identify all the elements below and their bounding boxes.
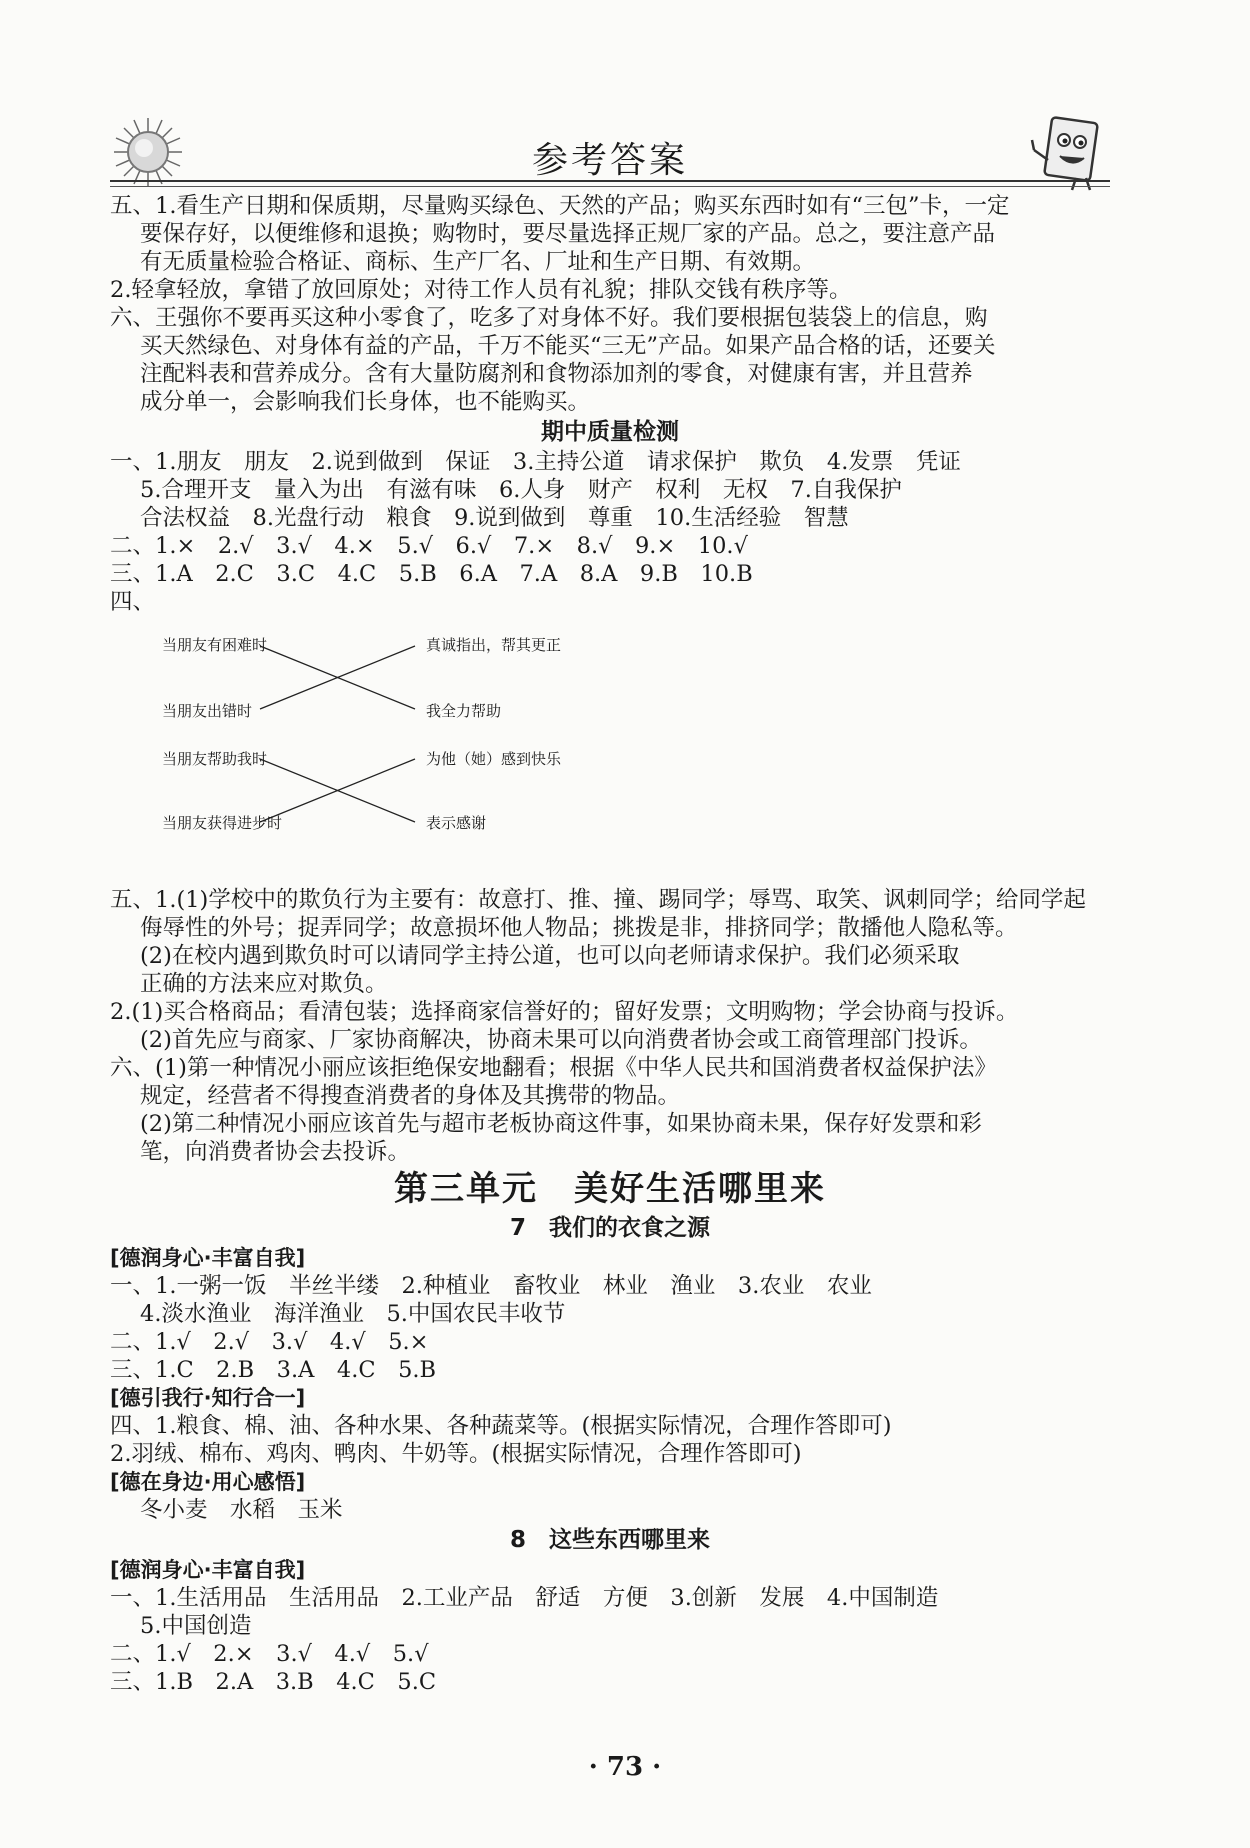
match-right-label: 我全力帮助 [426, 702, 502, 720]
text-line: (2)第二种情况小丽应该首先与超市老板协商这件事，如果协商未果，保存好发票和彩 [140, 1111, 982, 1137]
match-left-label: 当朋友帮助我时 [162, 750, 268, 768]
text-line: 四、1.粮食、棉、油、各种水果、各种蔬菜等。(根据实际情况，合理作答即可) [110, 1413, 892, 1439]
lesson-title: 8 这些东西哪里来 [509, 1527, 710, 1553]
text-line: 四、 [110, 589, 156, 615]
section-bracket-heading: [德润身心·丰富自我] [110, 1246, 306, 1270]
text-line: 正确的方法来应对欺负。 [140, 971, 388, 997]
text-line: 二、1.√ 2.√ 3.√ 4.√ 5.× [110, 1329, 429, 1355]
section-bracket-heading: [德在身边·用心感悟] [110, 1470, 306, 1494]
text-line: 合法权益 8.光盘行动 粮食 9.说到做到 尊重 10.生活经验 智慧 [140, 505, 849, 531]
text-line: 三、1.C 2.B 3.A 4.C 5.B [110, 1357, 437, 1383]
match-left-label: 当朋友获得进步时 [162, 814, 283, 832]
match-right-label: 为他（她）感到快乐 [426, 750, 562, 768]
midterm-title: 期中质量检测 [541, 419, 679, 445]
text-line: 有无质量检验合格证、商标、生产厂名、厂址和生产日期、有效期。 [140, 249, 816, 275]
text-line: 注配料表和营养成分。含有大量防腐剂和食物添加剂的零食，对健康有害，并且营养 [140, 361, 973, 387]
text-line: 成分单一，会影响我们长身体，也不能购买。 [140, 389, 591, 415]
page-number: · 73 · [588, 1752, 662, 1782]
match-left-label: 当朋友有困难时 [162, 636, 268, 654]
block-5-6 [110, 192, 1110, 416]
text-line: 要保存好，以便维修和退换；购物时，要尽量选择正规厂家的产品。总之，要注意产品 [140, 221, 996, 247]
text-line: 冬小麦 水稻 玉米 [140, 1497, 343, 1523]
match-left-label: 当朋友出错时 [162, 702, 253, 720]
text-line: 一、1.生活用品 生活用品 2.工业产品 舒适 方便 3.创新 发展 4.中国制造 [110, 1585, 939, 1611]
text-line: 买天然绿色、对身体有益的产品，千万不能买“三无”产品。如果产品合格的话，还要关 [140, 333, 996, 359]
text-line: 5.中国创造 [140, 1613, 252, 1639]
section-bracket-heading: [德润身心·丰富自我] [110, 1558, 306, 1582]
text-line: 二、1.√ 2.× 3.√ 4.√ 5.√ [110, 1641, 429, 1667]
text-line: (2)首先应与商家、厂家协商解决，协商未果可以向消费者协会或工商管理部门投诉。 [140, 1027, 982, 1053]
match-right-label: 表示感谢 [426, 814, 487, 832]
text-line: 笔，向消费者协会去投诉。 [140, 1139, 411, 1165]
text-line: (2)在校内遇到欺负时可以请同学主持公道，也可以向老师请求保护。我们必须采取 [140, 943, 960, 969]
text-line: 二、1.× 2.√ 3.√ 4.× 5.√ 6.√ 7.× 8.√ 9.× 10.√ [110, 533, 748, 559]
text-line: 2.羽绒、棉布、鸡肉、鸭肉、牛奶等。(根据实际情况，合理作答即可) [110, 1441, 802, 1467]
text-line: 一、1.朋友 朋友 2.说到做到 保证 3.主持公道 请求保护 欺负 4.发票 凭证 [110, 449, 961, 475]
text-line: 侮辱性的外号；捉弄同学；故意损坏他人物品；挑拨是非，排挤同学；散播他人隐私等。 [140, 915, 1018, 941]
text-line: 一、1.一粥一饭 半丝半缕 2.种植业 畜牧业 林业 渔业 3.农业 农业 [110, 1273, 872, 1299]
text-line: 2.(1)买合格商品；看清包装；选择商家信誉好的；留好发票；文明购物；学会协商与投诉。 [110, 999, 1019, 1025]
text-line: 五、1.看生产日期和保质期，尽量购买绿色、天然的产品；购买东西时如有“三包”卡，一定 [110, 193, 1010, 219]
text-line: 六、(1)第一种情况小丽应该拒绝保安地翻看；根据《中华人民共和国消费者权益保护法》 [110, 1055, 997, 1081]
matching-diagram [110, 616, 1110, 886]
unit-title: 第三单元 美好生活哪里来 [394, 1169, 826, 1209]
text-line: 2.轻拿轻放，拿错了放回原处；对待工作人员有礼貌；排队交钱有秩序等。 [110, 277, 852, 303]
answer-content [110, 192, 1110, 1696]
text-line: 三、1.B 2.A 3.B 4.C 5.C [110, 1669, 437, 1695]
text-line: 5.合理开支 量入为出 有滋有味 6.人身 财产 权利 无权 7.自我保护 [140, 477, 902, 503]
text-line: 4.淡水渔业 海洋渔业 5.中国农民丰收节 [140, 1301, 566, 1327]
match-right-label: 真诚指出，帮其更正 [426, 636, 562, 654]
text-line: 三、1.A 2.C 3.C 4.C 5.B 6.A 7.A 8.A 9.B 10.B [110, 561, 753, 587]
section-bracket-heading: [德引我行·知行合一] [110, 1386, 306, 1410]
text-line: 五、1.(1)学校中的欺负行为主要有：故意打、推、撞、踢同学；辱骂、取笑、讽刺同学；给同学起 [110, 887, 1086, 913]
header-rule-thin [110, 186, 1110, 187]
header-rule [110, 180, 1110, 182]
lesson-title: 7 我们的衣食之源 [509, 1215, 710, 1241]
text-line: 六、王强你不要再买这种小零食了，吃多了对身体不好。我们要根据包装袋上的信息，购 [110, 305, 988, 331]
text-line: 规定，经营者不得搜查消费者的身体及其携带的物品。 [140, 1083, 681, 1109]
page-header [110, 110, 1110, 192]
page-title: 参考答案 [531, 140, 688, 181]
